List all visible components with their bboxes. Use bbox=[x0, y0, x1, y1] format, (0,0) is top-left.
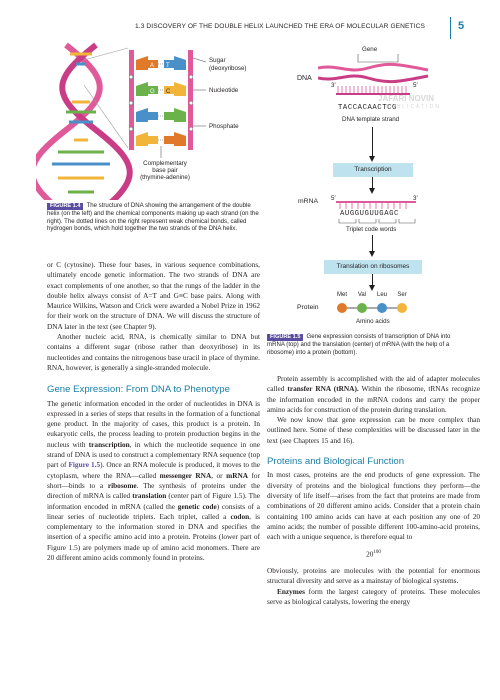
label-protein: Protein bbox=[297, 304, 319, 311]
right-paragraph-2: We now know that gene expression can be more complex than outlined here. Some of these complexities will be discussed later in the text (see Chapters 15 and 16). bbox=[267, 415, 480, 445]
arrow-4-head bbox=[369, 285, 375, 291]
page-number: 5 bbox=[458, 20, 465, 32]
helix-rungs bbox=[52, 54, 110, 192]
base-letter-t: T bbox=[166, 63, 170, 69]
base-letter-c: C bbox=[166, 89, 171, 95]
label-sugar: Sugar bbox=[209, 57, 226, 64]
amino-acid-1: Met bbox=[336, 292, 347, 298]
section-heading-gene-expression: Gene Expression: From DNA to Phenotype bbox=[47, 384, 230, 396]
left-paragraph-2: Another nucleic acid, RNA, is chemically similar to DNA but contains a different sugar (ribose rather than deoxyribose) in its nucleotides and contains the nitrogenous base uracil in place of thymine. RNA, however, is generally a single-stranded molecule. bbox=[47, 332, 260, 372]
arrow-3-head bbox=[369, 251, 375, 257]
amino-acid-4: Ser bbox=[397, 292, 407, 298]
base-letter-g: G bbox=[150, 89, 155, 95]
label-amino-acids: Amino acids bbox=[356, 318, 390, 325]
mrna-strand-graphic bbox=[336, 200, 416, 210]
label-sugar-sub: (deoxyribose) bbox=[209, 65, 247, 72]
section-heading-proteins: Proteins and Biological Function bbox=[267, 456, 405, 468]
left-column bbox=[47, 260, 260, 563]
label-template-strand: DNA template strand bbox=[342, 116, 400, 123]
watermark-line-1: JAFARI NOVIN bbox=[378, 94, 435, 103]
right-paragraph-3: In most cases, proteins are the end products of gene expression. The diversity of proteins and the biological functions they perform—the diversity of life itself—arises from the fact that proteins are made from combinations of 20 different amino acids. Consider that a protein chain containing 100 amino acids can have at each position any one of 20 amino acids; the number of possible different 100-amino-acid proteins, each with a unique sequence, is therefore equal to bbox=[267, 470, 480, 542]
running-head: 1.3 DISCOVERY OF THE DOUBLE HELIX LAUNCHED THE ERA OF MOLECULAR GENETICS bbox=[135, 23, 425, 30]
equation: $20^{100}$ bbox=[366, 549, 381, 559]
mrna-sequence: AUGGUGUUGAGC bbox=[340, 210, 399, 218]
left-paragraph-3: The genetic information encoded in the order of nucleotides in DNA is expressed in a series of steps that results in the formation of a functional gene product. In the majority of cases, this product is a protein. In eukaryotic cells, the process leading to protein production begins in the nucleus with transcription, in which the nucleotide sequence in one strand of DNA is used to construct a complementary RNA sequence (top part of Figure 1.5). Once an RNA molecule is produced, it moves to the cytoplasm, where the RNA—called messenger RNA, or mRNA for short—binds to a ribosome. The synthesis of proteins under the direction of mRNA is called translation (center part of Figure 1.5). The information encoded in mRNA (called the genetic code) consists of a linear series of nucleotide triplets. Each triplet, called a codon, is complementary to the information stored in DNA and specifies the insertion of a specific amino acid into a protein. Proteins (lower part of Figure 1.5) are polymers made up of amino acid monomers. There are 20 different amino acids commonly found in proteins. bbox=[47, 398, 261, 563]
amino-acid-2: Val bbox=[357, 292, 367, 298]
amino-acid-3: Leu bbox=[376, 292, 387, 298]
base-letter-a: A bbox=[150, 63, 155, 69]
strand-detail bbox=[129, 50, 193, 150]
label-base-pair: Complementary base pair (thymine-adenine) bbox=[140, 160, 190, 181]
arrow-1-head bbox=[369, 156, 375, 162]
figure-1-4-caption: FIGURE 1.4 The structure of DNA showing the arrangement of the double helix (on the left) and the chemical components making up each strand (on the right). The dotted lines on the right represent weak chemical bonds, called hydrogen bonds, which hold together the two strands of the DNA helix. bbox=[47, 202, 259, 233]
arrow-2-head bbox=[369, 188, 375, 194]
label-triplet: Triplet code words bbox=[346, 226, 397, 233]
right-paragraph-4: Obviously, proteins are molecules with the potential for enormous structural diversity and serve as a mainstay of biological systems. bbox=[267, 566, 480, 586]
label-mrna-3prime: 3′ bbox=[413, 195, 418, 202]
header-rule bbox=[450, 17, 451, 39]
protein-chain-graphic bbox=[336, 301, 416, 315]
figure-1-4-tag: FIGURE 1.4 bbox=[47, 203, 83, 210]
left-paragraph-1: or C (cytosine). These four bases, in various sequence combinations, ultimately encode genetic information. The two strands of DNA are exact complements of one another, so that the rungs of the ladder in the double helix always consist of A=T and G≡C base pairs. Along with Maurice Wilkins, Watson and Crick were awarded a Nobel Prize in 1962 for their work on the structure of DNA. We will discuss the structure of DNA later in the text (see Chapter 9). bbox=[47, 260, 260, 331]
label-gene: Gene bbox=[362, 46, 378, 53]
right-paragraph-1: Protein assembly is accomplished with the aid of adapter molecules called transfer RNA (tRNA). Within the ribosome, tRNAs recognize the information encoded in the mRNA codons and carry the proper amino acids for construction of the protein during translation. bbox=[267, 374, 480, 414]
translation-box: Translation on ribosomes bbox=[324, 260, 422, 274]
triplet-brackets bbox=[338, 219, 416, 225]
transcription-box: Transcription bbox=[333, 163, 413, 177]
label-phosphate: Phosphate bbox=[209, 123, 239, 130]
label-dna-5prime: 5′ bbox=[413, 82, 418, 89]
template-sequence: TACCACAACTCG bbox=[338, 104, 397, 112]
label-mrna: mRNA bbox=[298, 198, 319, 205]
watermark-line-2: PUBLICATION bbox=[386, 104, 441, 110]
right-paragraph-5: Enzymes form the largest category of proteins. These molecules serve as biological catalysts, lowering the energy bbox=[267, 586, 480, 607]
label-nucleotide: Nucleotide bbox=[209, 87, 239, 94]
label-dna-3prime: 3′ bbox=[331, 82, 336, 89]
figure-1-5-tag: FIGURE 1.5 bbox=[267, 334, 303, 341]
right-column bbox=[267, 374, 480, 607]
label-mrna-5prime: 5′ bbox=[331, 195, 336, 202]
label-dna: DNA bbox=[297, 75, 312, 82]
figure-1-5-caption: FIGURE 1.5 Gene expression consists of transcription of DNA into mRNA (top) and the translation (center) of mRNA (with the help of a ribosome) into a protein (bottom). bbox=[267, 333, 451, 356]
